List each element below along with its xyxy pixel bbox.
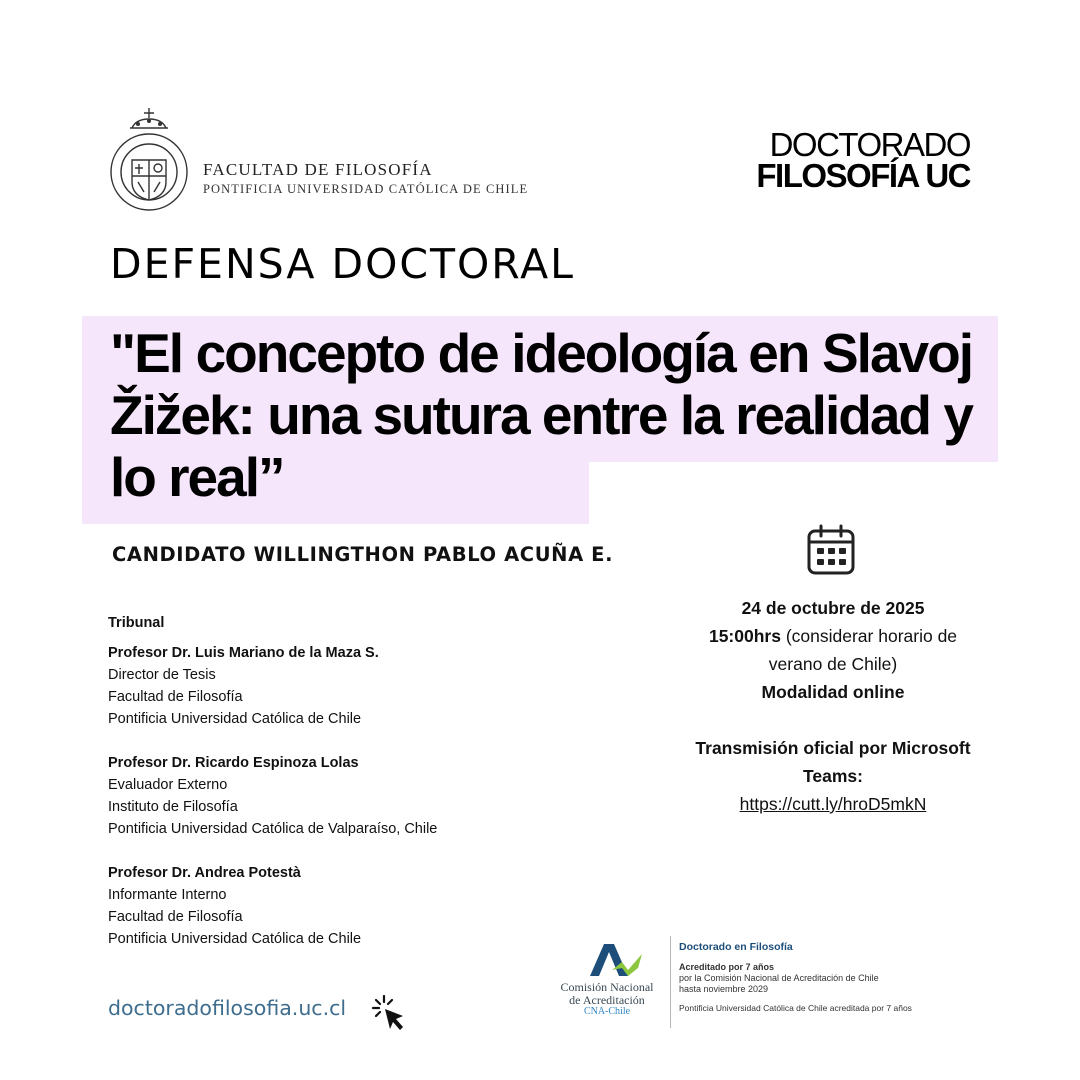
- tribunal-member: [108, 752, 668, 840]
- member-unit: Instituto de Filosofía: [108, 799, 238, 815]
- member-role: Evaluador Externo: [108, 777, 228, 793]
- tribunal-member: [108, 862, 668, 950]
- tribunal-label: Tribunal: [108, 615, 165, 631]
- event-type-heading: DEFENSA DOCTORAL: [110, 240, 576, 288]
- member-role: Director de Tesis: [108, 667, 216, 683]
- tribunal-section: [108, 612, 668, 972]
- website-link[interactable]: doctoradofilosofia.uc.cl: [108, 996, 347, 1020]
- university-seal-icon: [108, 106, 190, 218]
- click-cursor-icon: [370, 994, 410, 1034]
- member-name: Profesor Dr. Luis Mariano de la Maza S.: [108, 645, 379, 661]
- faculty-name: FACULTAD DE FILOSOFÍA: [203, 160, 433, 179]
- transmission-label: Transmisión oficial por Microsoft Teams:: [695, 738, 971, 786]
- event-time-line: [688, 622, 978, 678]
- cna-abbrev: CNA-Chile: [583, 1006, 631, 1017]
- cna-name-line2: de Acreditación: [569, 993, 645, 1007]
- member-institution: Pontificia Universidad Católica de Valparaíso, Chile: [108, 821, 438, 837]
- teams-link[interactable]: https://cutt.ly/hroD5mkN: [739, 794, 927, 814]
- university-accreditation: Pontificia Universidad Católica de Chile acreditada por 7 años: [679, 1003, 912, 1013]
- event-info: [688, 594, 978, 818]
- program-title-line1: DOCTORADO: [769, 126, 970, 163]
- program-title-line2: FILOSOFÍA UC: [756, 157, 970, 194]
- event-time-note: (considerar horario de verano de Chile): [768, 626, 958, 674]
- accreditation-until: hasta noviembre 2029: [679, 984, 769, 994]
- university-name: PONTIFICIA UNIVERSIDAD CATÓLICA DE CHILE: [203, 182, 529, 196]
- member-role: Informante Interno: [108, 887, 227, 903]
- cna-logo-icon: [580, 940, 650, 980]
- member-institution: Pontificia Universidad Católica de Chile: [108, 711, 362, 727]
- member-institution: Pontificia Universidad Católica de Chile: [108, 931, 362, 947]
- candidate-name: CANDIDATO WILLINGTHON PABLO ACUÑA E.: [112, 543, 614, 566]
- member-unit: Facultad de Filosofía: [108, 909, 243, 925]
- member-name: Profesor Dr. Andrea Potestà: [108, 865, 301, 881]
- divider: [670, 936, 671, 1028]
- member-unit: Facultad de Filosofía: [108, 689, 243, 705]
- accreditation-by: por la Comisión Nacional de Acreditación de Chile: [679, 973, 879, 983]
- member-name: Profesor Dr. Ricardo Espinoza Lolas: [108, 755, 359, 771]
- tribunal-member: [108, 642, 668, 730]
- event-date: 24 de octubre de 2025: [741, 598, 925, 618]
- calendar-icon: [806, 524, 856, 576]
- accreditation-title: Doctorado en Filosofía: [679, 941, 793, 953]
- thesis-title: "El concepto de ideología en Slavoj Žižek: una sutura entre la realidad y lo real”: [110, 322, 972, 508]
- event-time: 15:00hrs: [708, 626, 781, 646]
- accreditation-years: Acreditado por 7 años: [679, 962, 775, 972]
- cna-name-line1: Comisión Nacional: [560, 980, 654, 994]
- event-modality: Modalidad online: [761, 682, 905, 702]
